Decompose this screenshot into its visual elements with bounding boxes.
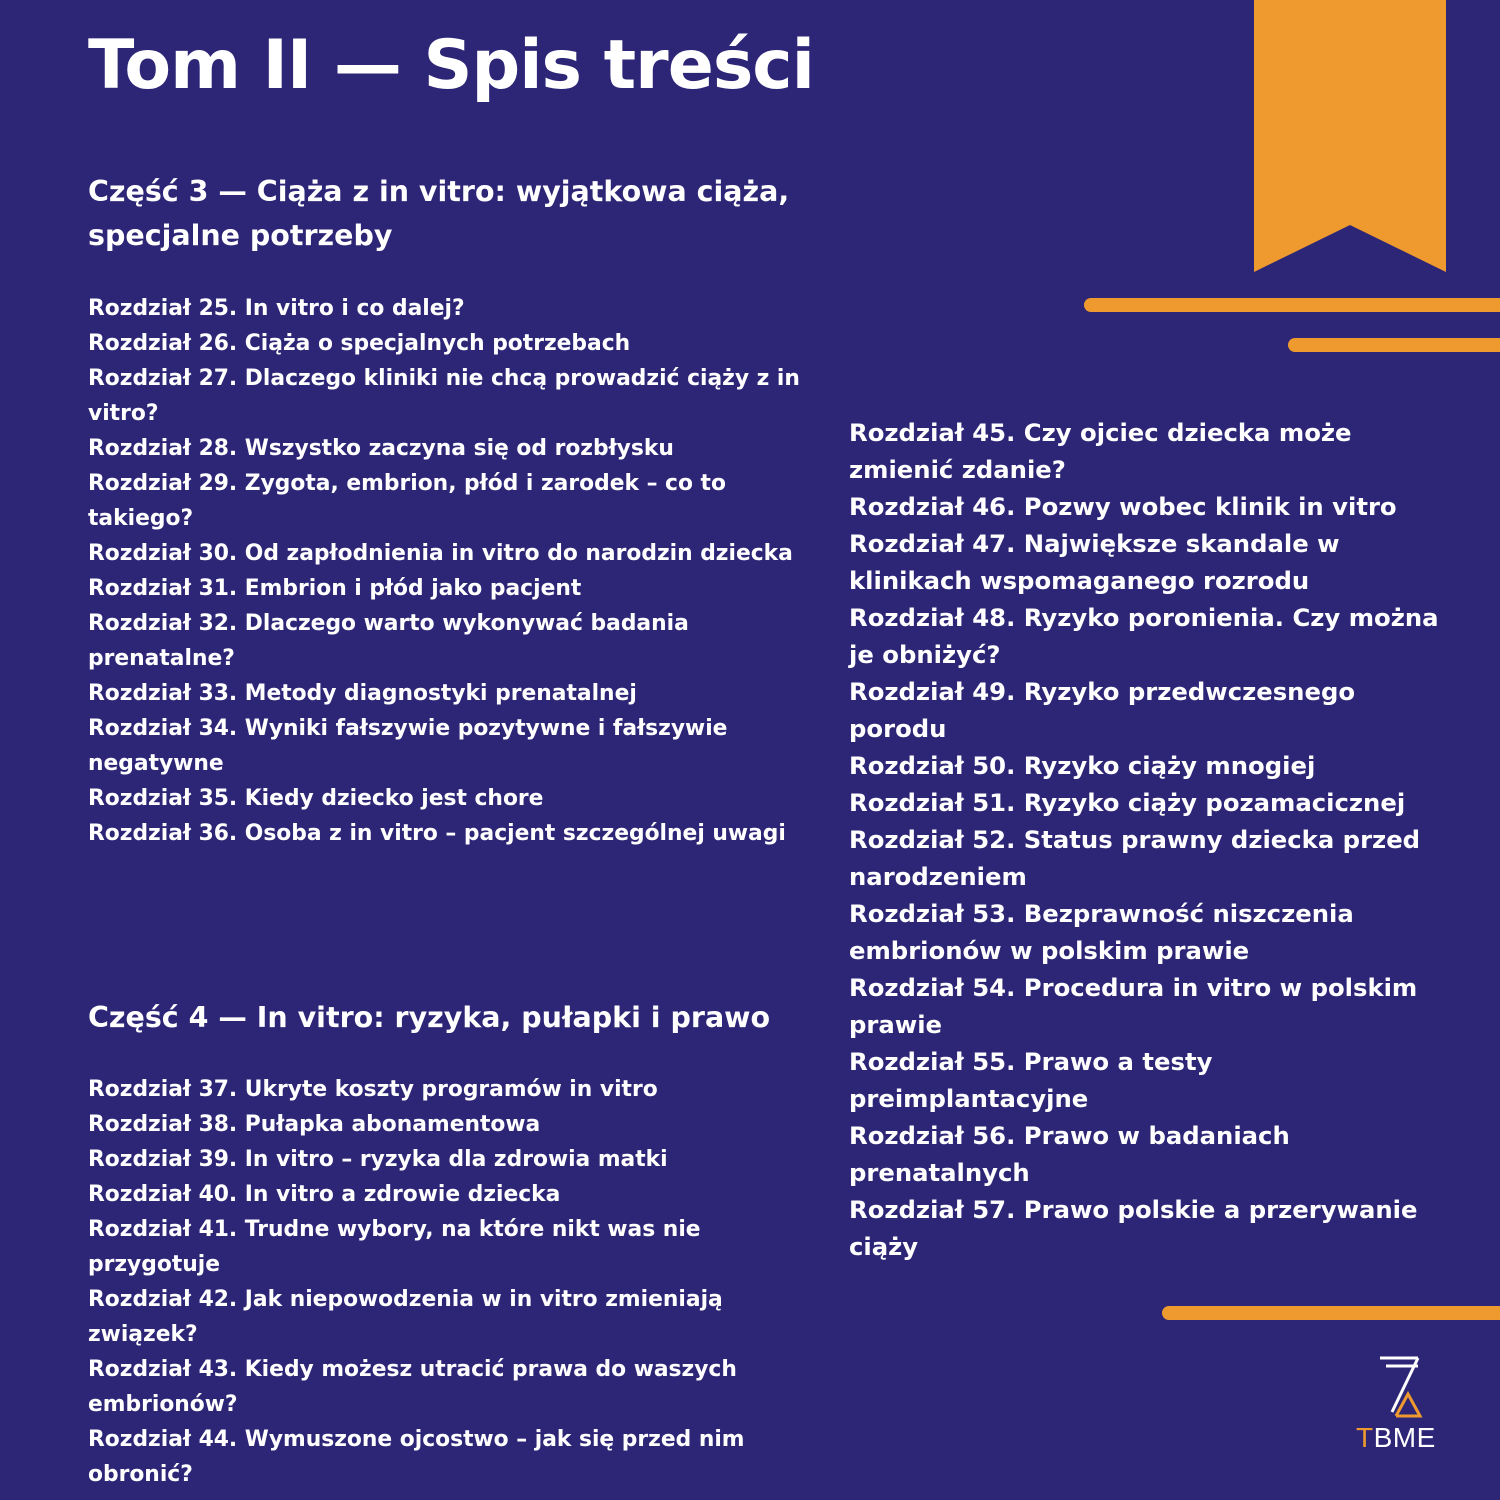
chapter-item: Rozdział 29. Zygota, embrion, płód i zarodek – co to takiego? [88, 471, 726, 531]
chapter-item: Rozdział 44. Wymuszone ojcostwo – jak się przed nim obronić? [88, 1427, 745, 1487]
page-title: Tom II — Spis treści [88, 26, 814, 105]
chapter-item: Rozdział 47. Największe skandale w klinikach wspomaganego rozrodu [849, 529, 1340, 595]
chapter-item: Rozdział 25. In vitro i co dalej? [88, 296, 465, 321]
chapter-item: Rozdział 41. Trudne wybory, na które nikt was nie przygotuje [88, 1217, 701, 1277]
part3-heading: Część 3 — Ciąża z in vitro: wyjątkowa ciąża, specjalne potrzeby [88, 175, 790, 252]
chapter-item: Rozdział 48. Ryzyko poronienia. Czy można je obniżyć? [849, 603, 1439, 669]
chapter-item: Rozdział 37. Ukryte koszty programów in vitro [88, 1077, 658, 1102]
part4-chapter-list [88, 1072, 830, 1492]
part4-chapter-list-continued [849, 414, 1449, 1265]
bookmark-ribbon-icon [1254, 0, 1446, 272]
chapter-item: Rozdział 42. Jak niepowodzenia w in vitro zmieniają związek? [88, 1287, 723, 1347]
chapter-item: Rozdział 57. Prawo polskie a przerywanie ciąży [849, 1195, 1418, 1261]
chapter-item: Rozdział 36. Osoba z in vitro – pacjent szczególnej uwagi [88, 821, 786, 846]
chapter-item: Rozdział 56. Prawo w badaniach prenatalnych [849, 1121, 1290, 1187]
chapter-item: Rozdział 55. Prawo a testy preimplantacyjne [849, 1047, 1213, 1113]
chapter-item: Rozdział 27. Dlaczego kliniki nie chcą prowadzić ciąży z in vitro? [88, 366, 800, 426]
chapter-item: Rozdział 28. Wszystko zaczyna się od rozbłysku [88, 436, 674, 461]
part3-chapter-list [88, 291, 830, 851]
part4-heading: Część 4 — In vitro: ryzyka, pułapki i prawo [88, 1001, 771, 1034]
chapter-item: Rozdział 32. Dlaczego warto wykonywać badania prenatalne? [88, 611, 689, 671]
chapter-item: Rozdział 53. Bezprawność niszczenia embrionów w polskim prawie [849, 899, 1354, 965]
chapter-item: Rozdział 26. Ciąża o specjalnych potrzebach [88, 331, 631, 356]
chapter-item: Rozdział 49. Ryzyko przedwczesnego porodu [849, 677, 1356, 743]
accent-bar-top [1084, 298, 1500, 312]
chapter-item: Rozdział 39. In vitro – ryzyka dla zdrowia matki [88, 1147, 668, 1172]
chapter-item: Rozdział 31. Embrion i płód jako pacjent [88, 576, 582, 601]
accent-bar-middle [1288, 338, 1500, 352]
chapter-item: Rozdział 35. Kiedy dziecko jest chore [88, 786, 544, 811]
chapter-item: Rozdział 30. Od zapłodnienia in vitro do narodzin dziecka [88, 541, 793, 566]
tbme-logo-icon [1374, 1354, 1424, 1420]
chapter-item: Rozdział 33. Metody diagnostyki prenatalnej [88, 681, 637, 706]
chapter-item: Rozdział 46. Pozwy wobec klinik in vitro [849, 492, 1397, 521]
chapter-item: Rozdział 52. Status prawny dziecka przed narodzeniem [849, 825, 1421, 891]
accent-bar-bottom [1162, 1306, 1500, 1320]
chapter-item: Rozdział 34. Wyniki fałszywie pozytywne i fałszywie negatywne [88, 716, 728, 776]
chapter-item: Rozdział 50. Ryzyko ciąży mnogiej [849, 751, 1316, 780]
chapter-item: Rozdział 38. Pułapka abonamentowa [88, 1112, 541, 1137]
chapter-item: Rozdział 54. Procedura in vitro w polskim prawie [849, 973, 1418, 1039]
tbme-logo [1352, 1354, 1448, 1454]
chapter-item: Rozdział 43. Kiedy możesz utracić prawa do waszych embrionów? [88, 1357, 737, 1417]
chapter-item: Rozdział 40. In vitro a zdrowie dziecka [88, 1182, 561, 1207]
chapter-item: Rozdział 45. Czy ojciec dziecka może zmienić zdanie? [849, 418, 1352, 484]
tbme-logo-text: TBME [1356, 1422, 1436, 1453]
chapter-item: Rozdział 51. Ryzyko ciąży pozamacicznej [849, 788, 1406, 817]
